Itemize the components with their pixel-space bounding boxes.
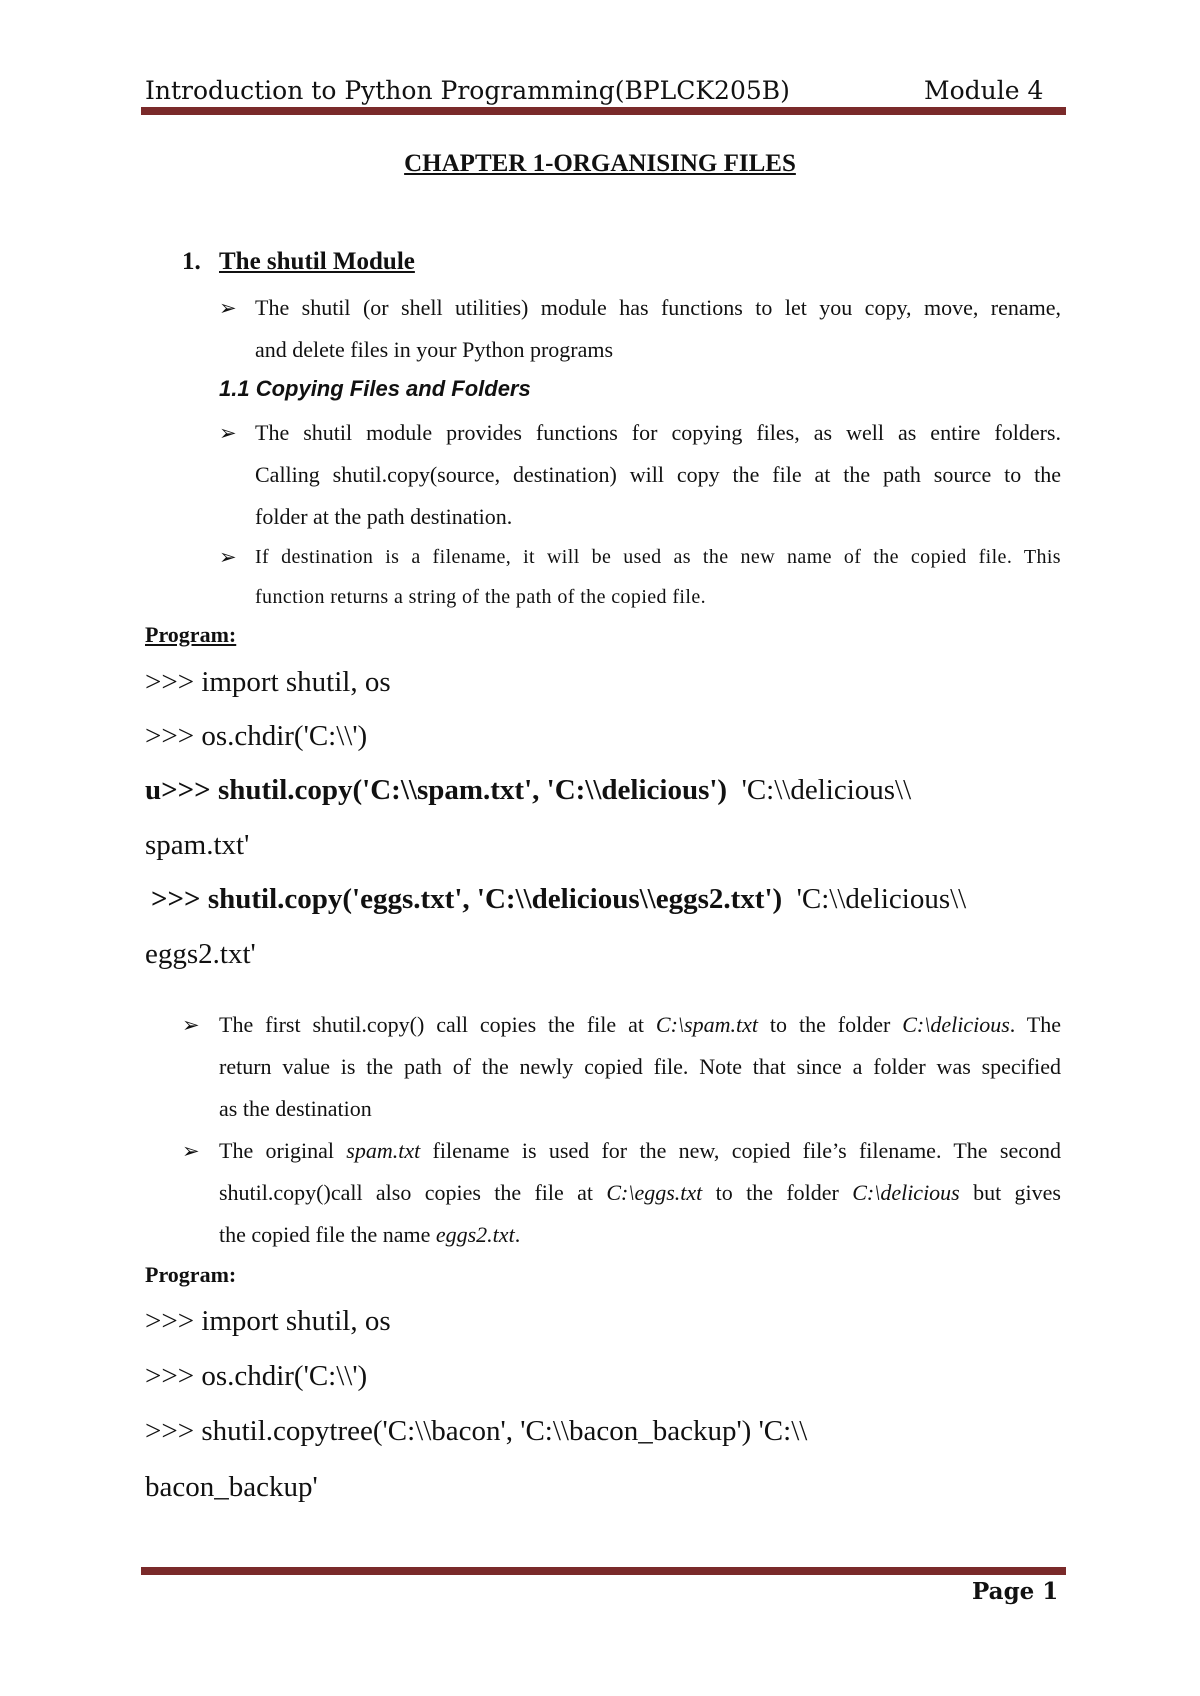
page-number: Page 1 [972,1578,1059,1605]
code-line: spam.txt' [145,829,250,861]
subsection-title: 1.1 Copying Files and Folders [219,376,531,401]
code-segment: 'C:\\delicious\\ [796,883,967,915]
intro-line-1: The shutil (or shell utilities) module has functions to let you copy, move, rename, [255,295,1061,320]
code-line: >>> os.chdir('C:\\') [145,720,368,752]
code-line: eggs2.txt' [145,938,256,970]
code-segment: u>>> shutil.copy('C:\\spam.txt', 'C:\\delicious') [145,774,728,806]
arrow-bullet-icon: ➢ [219,421,237,445]
code-segment: 'C:\\delicious\\ [741,774,912,806]
program-label: Program: [145,1262,237,1287]
code-line: bacon_backup' [145,1471,318,1503]
code-line: >>> import shutil, os [145,666,391,698]
code-line: >>> import shutil, os [145,1305,391,1337]
explain-1-line-1: The first shutil.copy() call copies the file at C:\spam.txt to the folder C:\delicious. The [219,1012,1061,1037]
code-line: >>> os.chdir('C:\\') [145,1360,368,1392]
explain-2-line-3: the copied file the name eggs2.txt. [219,1222,521,1247]
explain-1-line-2: return value is the path of the newly copied file. Note that since a folder was specified [219,1054,1061,1079]
explain-2-line-2: shutil.copy()call also copies the file at C:\eggs.txt to the folder C:\delicious but gives [219,1180,1061,1205]
chapter-title: CHAPTER 1-ORGANISING FILES [404,150,796,177]
arrow-bullet-icon: ➢ [219,296,237,320]
header-module: Module 4 [924,76,1044,105]
code-line [145,774,911,807]
section-title: The shutil Module [219,248,415,275]
p1-line-3: folder at the path destination. [255,504,513,529]
p1-line-2: Calling shutil.copy(source, destination) will copy the file at the path source to the [255,462,1061,487]
code-line: >>> shutil.copytree('C:\\bacon', 'C:\\bacon_backup') 'C:\\ [145,1415,808,1447]
intro-line-2: and delete files in your Python programs [255,337,614,362]
arrow-bullet-icon: ➢ [182,1013,200,1037]
code-segment: >>> shutil.copy('eggs.txt', 'C:\\delicious\\eggs2.txt') [151,883,783,915]
explain-2-line-1: The original spam.txt filename is used for the new, copied file’s filename. The second [219,1138,1061,1163]
code-line [151,883,966,916]
header-rule [141,107,1066,115]
p2-line-2: function returns a string of the path of the copied file. [255,586,707,608]
footer-rule [141,1567,1066,1575]
header-title: Introduction to Python Programming(BPLCK205B) [145,76,790,105]
section-number: 1. [182,248,201,275]
arrow-bullet-icon: ➢ [219,545,237,569]
arrow-bullet-icon: ➢ [182,1139,200,1163]
explain-1-line-3: as the destination [219,1096,372,1121]
program-label: Program: [145,622,237,647]
p2-line-1: If destination is a filename, it will be used as the new name of the copied file. This [255,546,1061,568]
p1-line-1: The shutil module provides functions for copying files, as well as entire folders. [255,420,1061,445]
